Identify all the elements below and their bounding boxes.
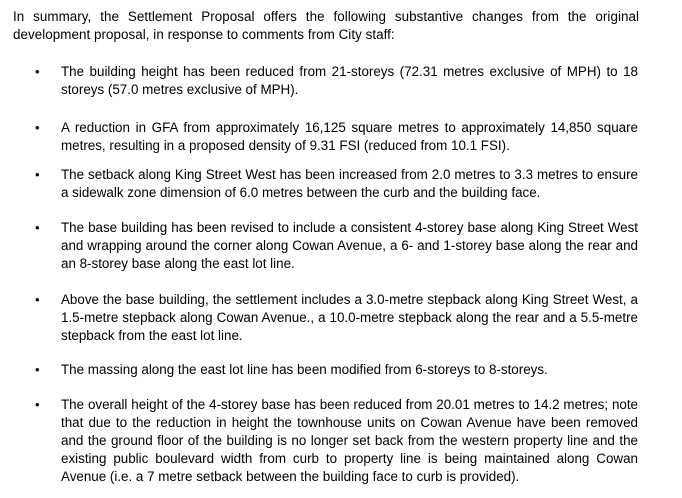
list-item-text: The setback along King Street West has been increased from 2.0 metres to 3.3 metres to ensure a sidewalk zone dimension of 6.0 metres between the curb and the building face. <box>61 167 638 200</box>
bullet-icon: • <box>35 120 40 135</box>
list-item-text: The massing along the east lot line has been modified from 6-storeys to 8-storeys. <box>61 362 548 377</box>
list-item-text: The base building has been revised to include a consistent 4-storey base along King Street West and wrapping around the corner along Cowan Avenue, a 6- and 1-storey base along the rear and an 8-storey base along the east lot line. <box>61 220 638 271</box>
intro-paragraph: In summary, the Settlement Proposal offers the following substantive changes from the original development proposal, in response to comments from City staff: <box>13 9 639 42</box>
bullet-icon: • <box>35 397 40 412</box>
bullet-icon: • <box>35 362 40 377</box>
document-body <box>13 8 639 484</box>
list-item-text: Above the base building, the settlement includes a 3.0-metre stepback along King Street West, a 1.5-metre stepback along Cowan Avenue., a 10.0-metre stepback along the rear and a 5.5-metre stepback from the east lot line. <box>61 292 638 343</box>
bullet-icon: • <box>35 64 40 79</box>
bullet-icon: • <box>35 167 40 182</box>
bullet-icon: • <box>35 292 40 307</box>
list-item-text: The overall height of the 4-storey base has been reduced from 20.01 metres to 14.2 metres; note that due to the reduction in height the townhouse units on Cowan Avenue have been removed and the ground floor of the building is no longer set back from the western property line and the existing public boulevard width from curb to property line is being maintained along Cowan Avenue (i.e. a 7 metre setback between the building face to curb is provided). <box>61 397 638 484</box>
list-item-text: The building height has been reduced from 21-storeys (72.31 metres exclusive of MPH) to 18 storeys (57.0 metres exclusive of MPH). <box>61 64 638 97</box>
bullet-icon: • <box>35 220 40 235</box>
list-item-text: A reduction in GFA from approximately 16,125 square metres to approximately 14,850 square metres, resulting in a proposed density of 9.31 FSI (reduced from 10.1 FSI). <box>61 120 638 153</box>
